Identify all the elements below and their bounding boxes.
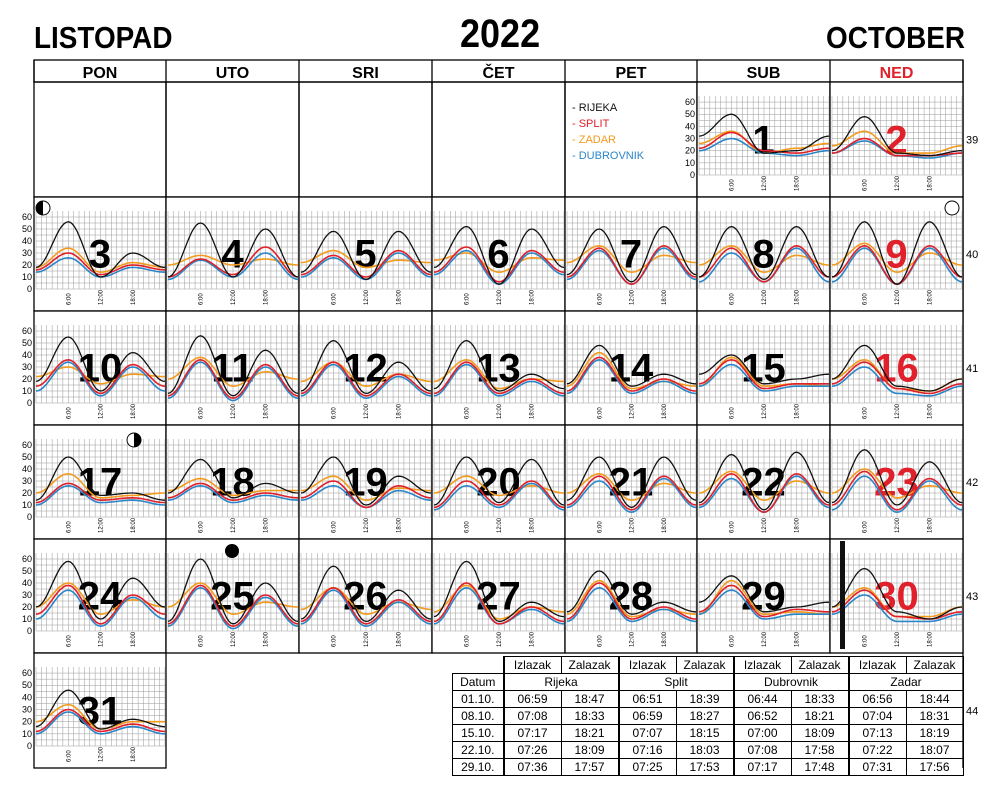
day-cell [830, 425, 963, 539]
time-cell: 18:15 [676, 725, 734, 742]
day-number: 8 [752, 232, 775, 277]
time-cell: 07:22 [849, 742, 907, 759]
time-cell: 18:39 [676, 691, 734, 708]
x-tick-label: 18:00 [396, 403, 403, 419]
y-tick-label: 10 [21, 500, 32, 510]
x-tick-label: 12:00 [364, 403, 370, 419]
x-tick-label: 18:00 [529, 517, 536, 533]
day-number: 7 [619, 232, 643, 277]
y-tick-label: 30 [21, 590, 32, 600]
set-header: Zalazak [676, 657, 734, 674]
day-number: 23 [874, 460, 919, 505]
day-number: 16 [874, 346, 919, 391]
y-tick-label: 20 [21, 716, 32, 727]
time-cell: 17:56 [906, 759, 963, 776]
time-cell: 07:08 [504, 708, 562, 725]
rise-header: Izlazak [619, 657, 677, 674]
x-tick-label: 12:00 [895, 175, 901, 191]
x-tick-label: 6:00 [597, 635, 604, 647]
day-number: 10 [77, 346, 123, 391]
day-number: 9 [885, 232, 908, 277]
day-cell-frame [432, 82, 565, 197]
time-cell: 18:21 [561, 725, 619, 742]
day-number: 3 [88, 232, 112, 277]
x-tick-label: 12:00 [98, 631, 105, 647]
y-tick-label: 50 [21, 452, 32, 462]
legend-entry: - SPLIT [572, 118, 610, 130]
x-tick-label: 6:00 [729, 521, 736, 533]
time-cell: 07:36 [504, 759, 562, 776]
time-cell: 06:59 [504, 691, 562, 708]
x-tick-label: 6:00 [198, 293, 205, 305]
time-cell: 07:26 [504, 742, 562, 759]
x-tick-label: 12:00 [762, 517, 768, 533]
y-tick-label: 40 [21, 464, 32, 474]
x-tick-label: 12:00 [762, 631, 768, 647]
y-tick-label: 30 [21, 248, 32, 258]
time-cell: 07:00 [734, 725, 792, 742]
day-cell [697, 311, 830, 425]
new-moon-moon-icon [225, 544, 239, 558]
x-tick-label: 18:00 [130, 517, 137, 533]
date-header: Datum [453, 674, 504, 691]
y-tick-label: 30 [684, 133, 695, 144]
time-cell: 06:59 [619, 708, 677, 725]
time-cell: 18:31 [906, 708, 963, 725]
x-tick-label: 12:00 [497, 631, 503, 647]
day-number: 30 [874, 574, 919, 619]
day-cell [432, 311, 565, 425]
y-tick-label: 20 [21, 488, 32, 498]
y-tick-label: 50 [21, 224, 32, 234]
x-tick-label: 18:00 [927, 631, 934, 647]
day-number: 17 [77, 460, 123, 505]
y-tick-label: 40 [21, 350, 32, 360]
x-tick-label: 6:00 [198, 407, 205, 419]
y-tick-label: 20 [684, 145, 695, 156]
x-tick-label: 6:00 [862, 521, 869, 533]
x-tick-label: 6:00 [198, 635, 205, 647]
table-row [453, 742, 964, 759]
week-number: 43 [966, 591, 979, 603]
y-tick-label: 50 [21, 680, 32, 691]
day-cell [432, 425, 565, 539]
x-tick-label: 6:00 [597, 521, 604, 533]
day-number: 25 [210, 574, 255, 619]
time-cell: 07:04 [849, 708, 907, 725]
day-cell [565, 311, 697, 425]
x-tick-label: 18:00 [794, 403, 801, 419]
x-tick-label: 12:00 [98, 517, 105, 533]
day-number: 14 [608, 346, 654, 391]
time-cell: 06:52 [734, 708, 792, 725]
x-tick-label: 12:00 [895, 517, 901, 533]
time-cell: 07:25 [619, 759, 677, 776]
day-cell [22, 425, 166, 539]
x-tick-label: 12:00 [895, 289, 901, 305]
y-tick-label: 30 [21, 704, 32, 715]
y-tick-label: 20 [21, 602, 32, 612]
time-cell: 17:53 [676, 759, 734, 776]
y-tick-label: 30 [21, 476, 32, 486]
x-tick-label: 18:00 [130, 289, 137, 305]
x-tick-label: 6:00 [862, 407, 869, 419]
date-cell: 22.10. [453, 742, 504, 759]
x-tick-label: 6:00 [729, 179, 736, 191]
day-number: 19 [343, 460, 388, 505]
x-tick-label: 18:00 [529, 631, 536, 647]
y-tick-label: 50 [684, 109, 695, 120]
day-cell [432, 197, 565, 311]
y-tick-label: 10 [21, 386, 32, 396]
x-tick-label: 18:00 [927, 403, 934, 419]
dst-change-marker [840, 541, 845, 649]
week-number: 40 [966, 249, 979, 261]
legend-entry: - RIJEKA [572, 102, 618, 114]
day-number: 2 [885, 118, 908, 163]
month-title-croatian: LISTOPAD [34, 20, 173, 55]
y-tick-label: 10 [684, 157, 695, 168]
time-cell: 18:33 [561, 708, 619, 725]
day-number: 11 [211, 346, 254, 391]
set-header: Zalazak [561, 657, 619, 674]
y-tick-label: 40 [21, 578, 32, 588]
weekday-label: UTO [215, 65, 250, 82]
table-row [453, 708, 964, 725]
x-tick-label: 6:00 [66, 635, 73, 647]
x-tick-label: 12:00 [762, 403, 768, 419]
rise-header: Izlazak [504, 657, 562, 674]
y-tick-label: 30 [21, 362, 32, 372]
day-number: 29 [741, 574, 786, 619]
x-tick-label: 12:00 [629, 517, 636, 533]
time-cell: 07:31 [849, 759, 907, 776]
table-row [453, 725, 964, 742]
date-cell: 08.10. [453, 708, 504, 725]
x-tick-label: 18:00 [130, 746, 137, 762]
x-tick-label: 12:00 [231, 631, 237, 647]
day-number: 31 [77, 689, 123, 734]
x-tick-label: 12:00 [98, 746, 105, 762]
time-cell: 18:44 [906, 691, 963, 708]
day-cell-frame [166, 82, 299, 197]
x-tick-label: 12:00 [231, 517, 237, 533]
time-cell: 07:17 [734, 759, 792, 776]
day-cell [432, 539, 565, 653]
x-tick-label: 6:00 [66, 750, 73, 762]
first-quarter-moon-icon [36, 201, 50, 215]
x-tick-label: 12:00 [98, 289, 105, 305]
date-cell: 01.10. [453, 691, 504, 708]
time-cell: 06:44 [734, 691, 792, 708]
x-tick-label: 6:00 [597, 293, 604, 305]
day-cell [166, 425, 299, 539]
sun-table-city-row [453, 674, 964, 691]
week-number: 41 [966, 363, 979, 375]
x-tick-label: 18:00 [794, 631, 801, 647]
last-quarter-moon-icon [127, 433, 141, 447]
y-tick-label: 60 [21, 668, 32, 679]
x-tick-label: 6:00 [464, 293, 471, 305]
day-cell [166, 197, 299, 311]
day-number: 12 [343, 346, 388, 391]
x-tick-label: 6:00 [862, 179, 869, 191]
x-tick-label: 18:00 [661, 631, 668, 647]
time-cell: 07:08 [734, 742, 792, 759]
x-tick-label: 6:00 [464, 521, 471, 533]
day-number: 24 [77, 574, 123, 619]
city-dubrovnik: Dubrovnik [734, 674, 849, 691]
time-cell: 18:09 [791, 725, 849, 742]
day-cell-frame [34, 82, 166, 197]
time-cell: 07:07 [619, 725, 677, 742]
x-tick-label: 6:00 [597, 407, 604, 419]
day-cell [697, 425, 830, 539]
week-number: 42 [966, 477, 979, 489]
full-moon-moon-icon [945, 201, 959, 215]
x-tick-label: 18:00 [263, 289, 270, 305]
day-cell [22, 311, 166, 425]
table-row [453, 691, 964, 708]
x-tick-label: 12:00 [364, 517, 370, 533]
date-cell: 15.10. [453, 725, 504, 742]
day-number: 20 [476, 460, 521, 505]
x-tick-label: 18:00 [396, 289, 403, 305]
x-tick-label: 12:00 [497, 517, 503, 533]
sun-table-header-row [453, 657, 964, 674]
x-tick-label: 18:00 [130, 403, 137, 419]
x-tick-label: 18:00 [529, 403, 536, 419]
x-tick-label: 12:00 [98, 403, 105, 419]
table-row [453, 759, 964, 776]
weekday-label: PON [82, 65, 118, 82]
x-tick-label: 6:00 [729, 293, 736, 305]
time-cell: 18:07 [906, 742, 963, 759]
x-tick-label: 12:00 [895, 631, 901, 647]
time-cell: 17:57 [561, 759, 619, 776]
day-number: 27 [476, 574, 521, 619]
day-cell [830, 197, 963, 311]
day-cell [565, 539, 697, 653]
x-tick-label: 6:00 [464, 407, 471, 419]
day-cell [299, 539, 432, 653]
day-cell-frame [299, 82, 432, 197]
y-tick-label: 60 [21, 326, 32, 336]
y-tick-label: 40 [21, 236, 32, 246]
day-number: 4 [221, 232, 244, 277]
x-tick-label: 18:00 [661, 517, 668, 533]
y-tick-label: 50 [21, 338, 32, 348]
day-cell [830, 82, 963, 197]
time-cell: 07:13 [849, 725, 907, 742]
day-cell [22, 653, 166, 768]
y-tick-label: 10 [21, 272, 32, 282]
day-cell [299, 425, 432, 539]
x-tick-label: 6:00 [66, 407, 73, 419]
x-tick-label: 18:00 [661, 289, 668, 305]
legend-entry: - ZADAR [572, 134, 616, 146]
y-tick-label: 10 [21, 728, 32, 739]
y-tick-label: 40 [21, 692, 32, 703]
x-tick-label: 18:00 [263, 517, 270, 533]
day-number: 13 [476, 346, 521, 391]
x-tick-label: 18:00 [927, 289, 934, 305]
x-tick-label: 18:00 [794, 289, 801, 305]
day-cell [565, 197, 697, 311]
y-tick-label: 10 [21, 614, 32, 624]
time-cell: 18:27 [676, 708, 734, 725]
day-number: 28 [608, 574, 654, 619]
weekday-label: ČET [482, 65, 515, 82]
set-header: Zalazak [906, 657, 963, 674]
x-tick-label: 6:00 [331, 635, 338, 647]
x-tick-label: 18:00 [927, 175, 934, 191]
x-tick-label: 18:00 [661, 403, 668, 419]
x-tick-label: 6:00 [198, 521, 205, 533]
y-tick-label: 60 [21, 440, 32, 450]
weekday-label: PET [615, 65, 647, 82]
time-cell: 18:09 [561, 742, 619, 759]
month-title-english: OCTOBER [826, 20, 966, 55]
x-tick-label: 6:00 [729, 407, 736, 419]
x-tick-label: 12:00 [231, 403, 237, 419]
time-cell: 06:51 [619, 691, 677, 708]
day-number: 26 [343, 574, 388, 619]
day-number: 1 [752, 118, 775, 163]
x-tick-label: 6:00 [862, 293, 869, 305]
x-tick-label: 18:00 [263, 631, 270, 647]
day-cell [22, 539, 166, 653]
x-tick-label: 18:00 [130, 631, 137, 647]
x-tick-label: 6:00 [66, 293, 73, 305]
x-tick-label: 18:00 [263, 403, 270, 419]
day-cell [830, 539, 963, 653]
time-cell: 18:19 [906, 725, 963, 742]
legend-entry: - DUBROVNIK [572, 150, 645, 162]
y-tick-label: 0 [26, 741, 32, 751]
moon-disc [945, 201, 959, 215]
x-tick-label: 12:00 [629, 403, 636, 419]
rise-header: Izlazak [734, 657, 792, 674]
y-tick-label: 0 [26, 284, 32, 294]
y-tick-label: 20 [21, 260, 32, 270]
y-tick-label: 50 [21, 566, 32, 576]
week-number: 39 [966, 134, 979, 147]
day-cell [166, 311, 299, 425]
day-cell [685, 82, 830, 197]
city-split: Split [619, 674, 734, 691]
moon-disc [225, 544, 239, 558]
x-tick-label: 18:00 [927, 517, 934, 533]
x-tick-label: 12:00 [231, 289, 237, 305]
time-cell: 07:16 [619, 742, 677, 759]
year-title: 2022 [460, 12, 541, 56]
day-cell [299, 311, 432, 425]
y-tick-label: 20 [21, 374, 32, 384]
x-tick-label: 12:00 [629, 289, 636, 305]
y-tick-label: 60 [21, 212, 32, 222]
x-tick-label: 12:00 [364, 631, 370, 647]
x-tick-label: 6:00 [331, 293, 338, 305]
x-tick-label: 18:00 [396, 517, 403, 533]
time-cell: 17:58 [791, 742, 849, 759]
x-tick-label: 6:00 [66, 521, 73, 533]
x-tick-label: 18:00 [794, 175, 801, 191]
time-cell: 18:33 [791, 691, 849, 708]
y-tick-label: 60 [21, 554, 32, 564]
x-tick-label: 6:00 [729, 635, 736, 647]
day-cell [565, 425, 697, 539]
x-tick-label: 12:00 [762, 289, 768, 305]
x-tick-label: 6:00 [464, 635, 471, 647]
time-cell: 18:21 [791, 708, 849, 725]
series-legend [572, 102, 645, 162]
sunrise-sunset-table [452, 656, 964, 776]
day-number: 5 [354, 232, 377, 277]
y-tick-label: 0 [26, 626, 32, 636]
day-cell [830, 311, 963, 425]
time-cell: 06:56 [849, 691, 907, 708]
x-tick-label: 12:00 [497, 289, 503, 305]
rise-header: Izlazak [849, 657, 907, 674]
y-tick-label: 0 [26, 398, 32, 408]
city-rijeka: Rijeka [504, 674, 619, 691]
set-header: Zalazak [791, 657, 849, 674]
y-tick-label: 0 [689, 170, 695, 180]
time-cell: 18:47 [561, 691, 619, 708]
city-zadar: Zadar [849, 674, 964, 691]
day-cell [697, 539, 830, 653]
x-tick-label: 12:00 [364, 289, 370, 305]
time-cell: 07:17 [504, 725, 562, 742]
day-cell [299, 197, 432, 311]
weekday-label: SRI [352, 65, 379, 82]
y-tick-label: 60 [684, 97, 695, 108]
day-number: 15 [741, 346, 786, 391]
x-tick-label: 12:00 [497, 403, 503, 419]
weekday-label: SUB [746, 65, 781, 82]
weekday-label: NED [879, 65, 914, 82]
time-cell: 18:03 [676, 742, 734, 759]
week-number: 44 [966, 705, 979, 718]
x-tick-label: 12:00 [762, 175, 768, 191]
x-tick-label: 12:00 [629, 631, 636, 647]
x-tick-label: 12:00 [895, 403, 901, 419]
x-tick-label: 6:00 [331, 407, 338, 419]
time-cell: 17:48 [791, 759, 849, 776]
day-number: 21 [608, 460, 654, 505]
day-number: 22 [741, 460, 786, 505]
day-number: 6 [487, 232, 510, 277]
date-cell: 29.10. [453, 759, 504, 776]
day-number: 18 [210, 460, 255, 505]
y-tick-label: 0 [26, 512, 32, 522]
x-tick-label: 18:00 [529, 289, 536, 305]
y-tick-label: 40 [684, 121, 695, 132]
x-tick-label: 18:00 [794, 517, 801, 533]
x-tick-label: 6:00 [331, 521, 338, 533]
x-tick-label: 18:00 [396, 631, 403, 647]
day-cell [697, 197, 830, 311]
x-tick-label: 6:00 [862, 635, 869, 647]
